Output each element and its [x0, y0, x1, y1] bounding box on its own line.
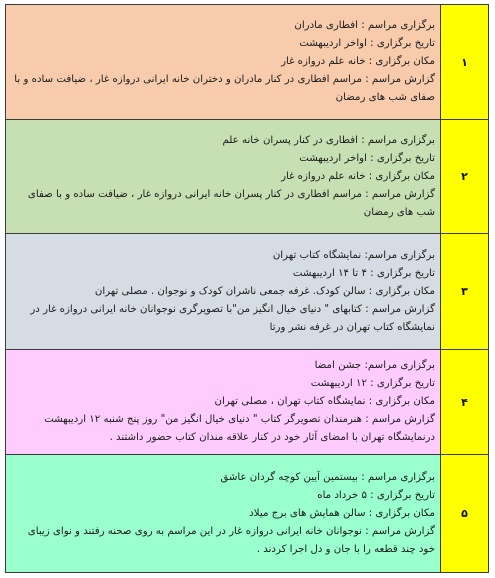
event-date: تاریخ برگزاری : اواخر اردیبهشت: [299, 38, 435, 49]
event-number: ۳: [441, 234, 489, 350]
events-table: [5, 4, 489, 573]
event-report: گزارش مراسم : مراسم افطاری در کنار مادران و دختران خانه ایرانی دروازه غار ، ضیافت ساده و با صفای شب های رمضان: [14, 74, 435, 103]
event-title: برگزاری مراسم : بیستمین آیین کوچه گردان عاشق: [220, 471, 435, 483]
event-date: تاریخ برگزاری : ۱۲ اردیبهشت: [310, 378, 435, 389]
event-report: گزارش مراسم : مراسم افطاری در کنار پسران خانه ایرانی دروازه غار ، ضیافت ساده و با صفای شب های رمضان: [27, 188, 435, 218]
event-row: [6, 455, 489, 573]
event-details: [6, 5, 441, 120]
event-details: [6, 350, 441, 455]
event-row: [6, 120, 489, 234]
event-details: [6, 455, 441, 573]
event-report: گزارش مراسم : کتابهای " دنیای خیال انگیز من"با تصویرگری نوجوانان خانه ایرانی دروازه غار در نمایشگاه کتاب تهران در غرفه نشر ورتا: [30, 303, 435, 333]
event-title: برگزاری مراسم : افطاری مادران: [294, 20, 435, 31]
event-place: مکان برگزاری : خانه علم دروازه غار: [281, 170, 435, 182]
event-row: [6, 234, 489, 350]
event-row: [6, 350, 489, 455]
event-date: تاریخ برگزاری : اواخر اردیبهشت: [299, 152, 435, 164]
event-date: تاریخ برگزاری : ۴ تا ۱۴ اردیبهشت: [292, 267, 435, 279]
event-number: ۲: [441, 120, 489, 234]
event-place: مکان برگزاری : خانه علم دروازه غار: [281, 56, 435, 67]
event-number: ۵: [441, 455, 489, 573]
event-number: ۴: [441, 350, 489, 455]
event-title: برگزاری مراسم: جشن امضا: [314, 360, 435, 371]
event-row: [6, 5, 489, 120]
event-number: ۱: [441, 5, 489, 120]
event-place: مکان برگزاری : سالن کودک. غرفه جمعی ناشران کودک و نوجوان . مصلی تهران: [94, 285, 435, 297]
event-details: [6, 120, 441, 234]
event-date: تاریخ برگزاری : ۵ خرداد ماه: [317, 489, 435, 501]
event-place: مکان برگزاری : نمایشگاه کتاب تهران ، مصلی تهران: [214, 396, 435, 407]
event-details: [6, 234, 441, 350]
event-title: برگزاری مراسم : افطاری در کنار پسران خانه علم: [222, 134, 435, 146]
event-report: گزارش مراسم : هنرمندان تصویرگر کتاب " دنیای خیال انگیز من" روز پنج شنبه ۱۲ اردیبهشت درنمایشگاه تهران با امضای آثار خود در کنار علاقه مندان کتاب حضور داشتند .: [44, 414, 435, 443]
event-report: گزارش مراسم : نوجوانان خانه ایرانی دروازه غار در این مراسم به روی صحنه رفتند و نوای زیبای خود چند قطعه را با جان و دل اجرا کردند .: [27, 525, 435, 555]
event-place: مکان برگزاری : سالن همایش های برج میلاد: [249, 507, 435, 519]
event-title: برگزاری مراسم: نمایشگاه کتاب تهران: [272, 249, 435, 261]
